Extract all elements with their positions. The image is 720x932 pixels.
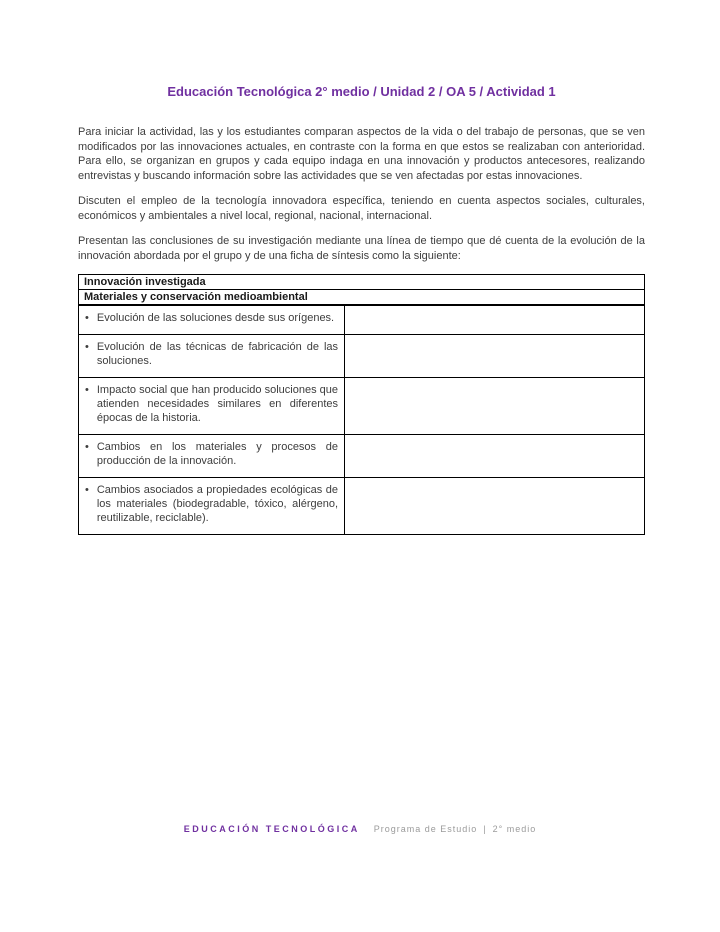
criteria-cell (79, 435, 345, 478)
synthesis-table (78, 274, 645, 535)
answer-cell-empty (345, 478, 645, 535)
bullet-icon: • (85, 441, 89, 453)
paragraph-discussion: Discuten el empleo de la tecnología innovadora específica, teniendo en cuenta aspectos sociales, culturales, económicos y ambientales a nivel local, regional, nacional, internacional. (78, 195, 645, 222)
footer-brand: EDUCACIÓN TECNOLÓGICA (183, 824, 360, 834)
table-row (79, 335, 645, 378)
answer-cell-empty (345, 435, 645, 478)
criteria-label: Cambios en los materiales y procesos de producción de la innovación. (96, 441, 339, 467)
answer-cell-empty (345, 305, 645, 335)
answer-cell-empty (345, 378, 645, 435)
table-header-materials: Materiales y conservación medioambiental (79, 290, 645, 306)
table-row (79, 378, 645, 435)
paragraph-intro: Para iniciar la actividad, las y los estudiantes comparan aspectos de la vida o del trabajo de personas, que se ven modificados por las innovaciones actuales, en contraste con la forma en que estos se realizaban con anterioridad. Para ello, se organizan en grupos y cada equipo indaga en una innovación y productos antecesores, realizando entrevistas y buscando información sobre las actividades que se ven afectadas por estas innovaciones. (78, 126, 645, 182)
criteria-label: Evolución de las soluciones desde sus orígenes. (96, 312, 335, 324)
criteria-label: Impacto social que han producido soluciones que atienden necesidades similares en diferentes épocas de la historia. (96, 384, 339, 424)
bullet-icon: • (85, 312, 89, 324)
table-header-row-materials (79, 290, 645, 306)
bullet-icon: • (85, 484, 89, 496)
criteria-cell (79, 335, 345, 378)
bullet-icon: • (85, 384, 89, 396)
table-row (79, 435, 645, 478)
criteria-label: Evolución de las técnicas de fabricación de las soluciones. (96, 341, 339, 367)
footer-grade: 2° medio (492, 824, 537, 834)
table-row (79, 305, 645, 335)
table-row (79, 478, 645, 535)
bullet-icon: • (85, 341, 89, 353)
page-footer (0, 824, 720, 834)
criteria-cell (79, 305, 345, 335)
table-header-row-innovation (79, 275, 645, 290)
criteria-cell (79, 378, 345, 435)
criteria-label: Cambios asociados a propiedades ecológicas de los materiales (biodegradable, tóxico, alérgeno, reutilizable, reciclable). (96, 484, 339, 524)
page-title: Educación Tecnológica 2° medio / Unidad 2 / OA 5 / Actividad 1 (167, 84, 556, 99)
footer-divider: | (483, 824, 487, 834)
criteria-cell (79, 478, 345, 535)
footer-program: Programa de Estudio (373, 824, 478, 834)
answer-cell-empty (345, 335, 645, 378)
table-header-innovation: Innovación investigada (79, 275, 645, 290)
paragraph-presentation: Presentan las conclusiones de su investigación mediante una línea de tiempo que dé cuenta de la evolución de la innovación abordada por el grupo y de una ficha de síntesis como la siguiente: (78, 235, 645, 262)
document-content (78, 84, 645, 535)
